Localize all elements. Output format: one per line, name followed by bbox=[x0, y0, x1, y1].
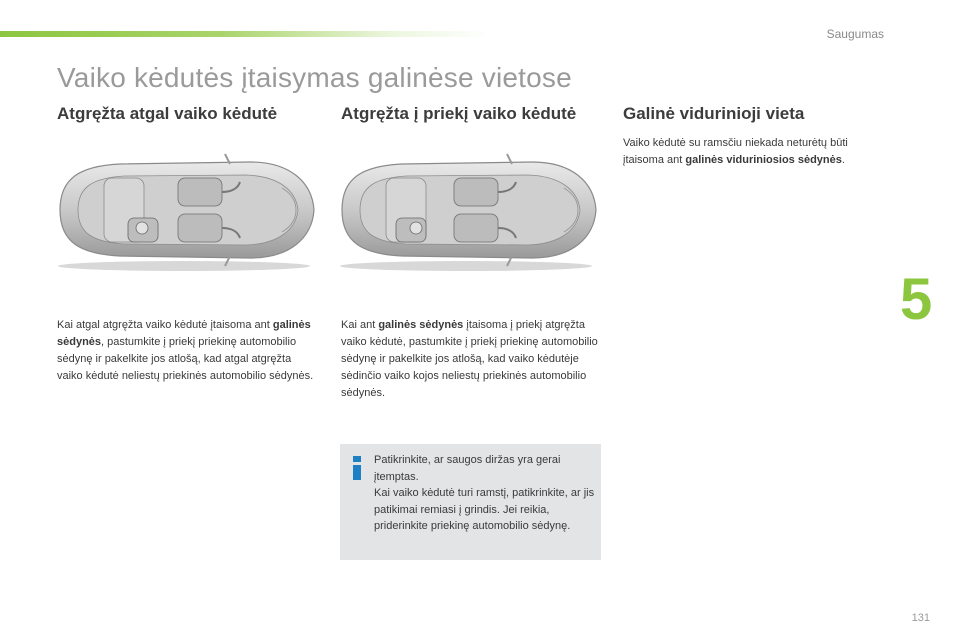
heading-rear-center: Galinė vidurinioji vieta bbox=[623, 104, 805, 123]
heading-forward-facing: Atgręžta į priekį vaiko kėdutė bbox=[341, 104, 577, 123]
forward-facing-paragraph: Kai ant galinės sėdynės įtaisoma į priekį atgręžta vaiko kėdutė, pastumkite į priekį priekinę automobilio sėdynę ir pakelkite jos atlošą, kad vaiko kėdutėje sėdinčio vaiko kojos neliestų priekinės automobilio sėdynės. bbox=[341, 319, 598, 399]
chapter-number: 5 bbox=[900, 267, 933, 332]
header-accent-bar bbox=[0, 31, 490, 37]
page-number: 131 bbox=[911, 612, 930, 624]
section-label: Saugumas bbox=[826, 27, 884, 41]
heading-rear-facing: Atgręžta atgal vaiko kėdutė bbox=[57, 104, 278, 123]
page-title: Vaiko kėdutės įtaisymas galinėse vietose bbox=[57, 62, 572, 93]
info-icon bbox=[350, 456, 364, 480]
car-illustration-forward-facing bbox=[332, 148, 600, 272]
info-text: Patikrinkite, ar saugos diržas yra gerai įtemptas. Kai vaiko kėdutė turi ramstį, patikrinkite, ar jis patikimai remiasi į grindis. Jei reikia, priderinkite priekinę automobilio sėdynę. bbox=[374, 454, 595, 532]
rear-center-paragraph: Vaiko kėdutė su ramsčiu niekada neturėtų būti įtaisoma ant galinės viduriniosios sėdynės. bbox=[623, 137, 848, 166]
info-box bbox=[340, 444, 601, 560]
rear-facing-paragraph: Kai atgal atgręžta vaiko kėdutė įtaisoma ant galinės sėdynės, pastumkite į priekį priekinę automobilio sėdynę ir pakelkite jos atlošą, kad atgal atgręžta vaiko kėdutė neliestų priekinės automobilio sėdynės. bbox=[57, 319, 314, 382]
car-illustration-rear-facing bbox=[50, 148, 318, 272]
